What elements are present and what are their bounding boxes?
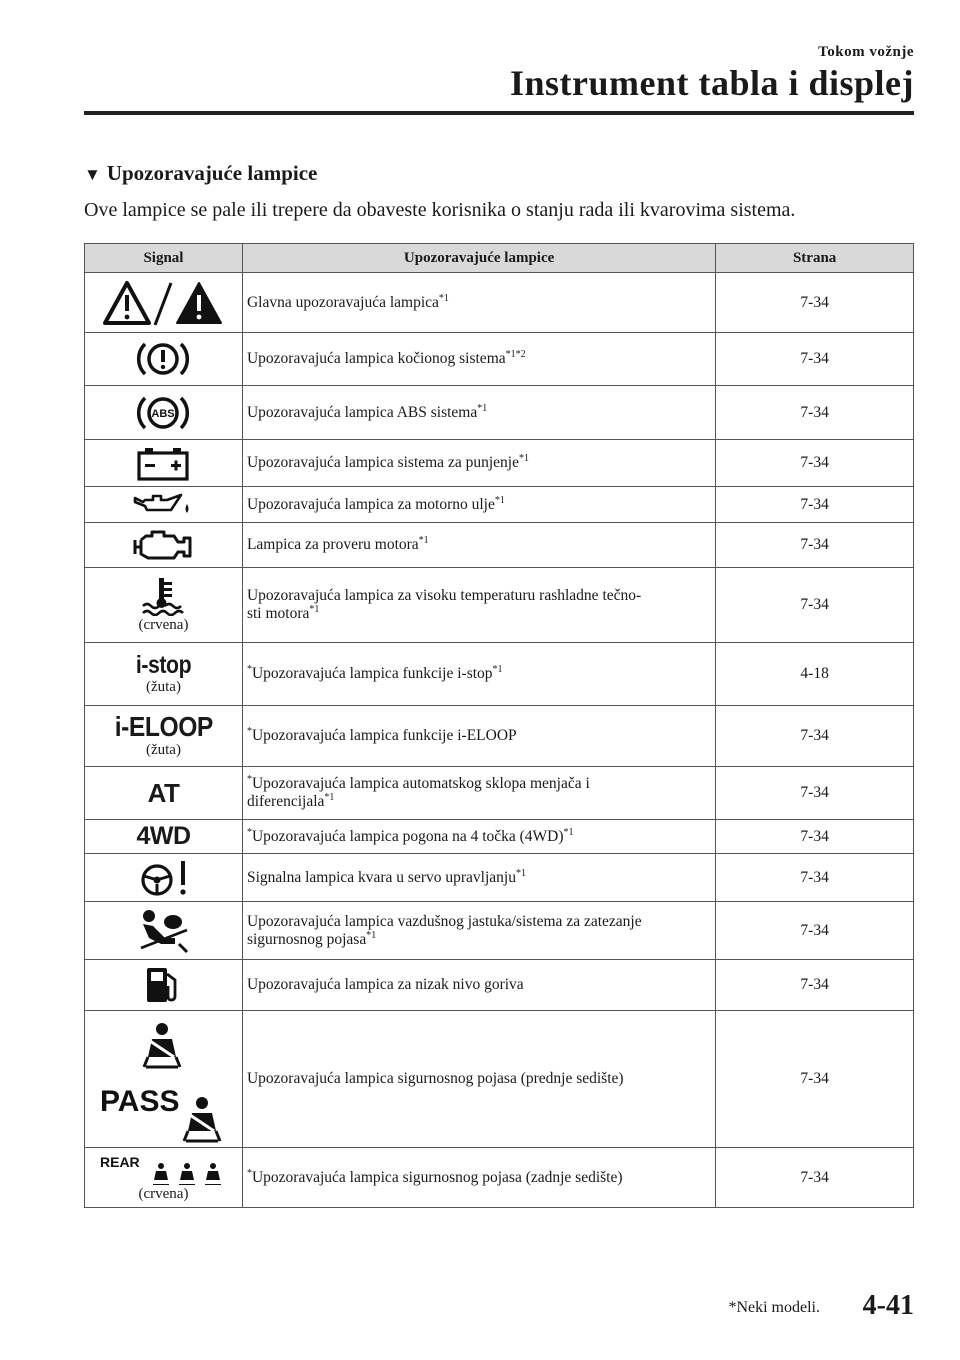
table-row (85, 386, 914, 440)
signal-cell (85, 820, 243, 854)
signal-cell (85, 1011, 243, 1148)
battery-icon (133, 445, 193, 481)
svg-text:PASS: PASS (100, 1085, 180, 1118)
page-cell: 7-34 (716, 706, 914, 767)
description-cell: Upozoravajuća lampica ABS sistema$^{*1}$ (242, 386, 715, 440)
column-header-page: Strana (716, 244, 914, 273)
warning-lights-table (84, 243, 914, 1208)
signal-cell (85, 440, 243, 487)
page-cell: 4-18 (716, 643, 914, 706)
description-cell: Upozoravajuća lampica za motorno ulje$^{*1}$ (242, 487, 715, 523)
steering-warning-icon (135, 858, 191, 898)
master-warning-icon (103, 279, 223, 327)
description-cell: *Upozoravajuća lampica funkcije i-stop$^{*1}$ (242, 643, 715, 706)
intro-text: Ove lampice se pale ili trepere da obaveste korisnika o stanju rada ili kvarovima sistema. (84, 199, 796, 221)
table-row (85, 273, 914, 333)
page-cell: 7-34 (716, 386, 914, 440)
at-icon: AT (147, 778, 180, 808)
signal-cell (85, 643, 243, 706)
signal-cell (85, 1148, 243, 1208)
oil-can-icon (131, 492, 195, 518)
column-header-signal: Signal (85, 244, 243, 273)
signal-cell (85, 960, 243, 1011)
description-cell: Upozoravajuća lampica kočionog sistema$^{*1*2}$ (242, 333, 715, 386)
seatbelt-rear-icon (98, 1153, 228, 1185)
description-cell: Signalna lampica kvara u servo upravljanju$^{*1}$ (242, 854, 715, 902)
header-divider (84, 111, 914, 115)
signal-cell (85, 767, 243, 820)
table-row (85, 487, 914, 523)
page-title: Instrument tabla i displej (509, 63, 914, 103)
page-cell: 7-34 (716, 333, 914, 386)
page-cell: 7-34 (716, 767, 914, 820)
table-header-row (85, 244, 914, 273)
description-cell: *Upozoravajuća lampica funkcije i-ELOOP (242, 706, 715, 767)
signal-cell (85, 902, 243, 960)
table-row (85, 767, 914, 820)
seatbelt-front-icon (98, 1015, 228, 1143)
description-cell: Glavna upozoravajuća lampica$^{*1}$ (242, 273, 715, 333)
description-cell: Upozoravajuća lampica sigurnosnog pojasa (prednje sedište) (242, 1011, 715, 1148)
section-heading (84, 161, 317, 186)
page-cell: 7-34 (716, 568, 914, 643)
page-cell: 7-34 (716, 1148, 914, 1208)
signal-cell (85, 568, 243, 643)
table-row (85, 706, 914, 767)
page-cell: 7-34 (716, 1011, 914, 1148)
i-eloop-icon: i-ELOOP (114, 711, 213, 742)
description-cell: Upozoravajuća lampica vazdušnog jastuka/sistema za zatezanje sigurnosnog pojasa$^{*1}$ (242, 902, 715, 960)
description-cell: Lampica za proveru motora$^{*1}$ (242, 523, 715, 568)
description-cell: *Upozoravajuća lampica pogona na 4 točka $(4WD)^{*1}$ (242, 820, 715, 854)
table-row (85, 568, 914, 643)
description-cell: Upozoravajuća lampica za nizak nivo goriva (242, 960, 715, 1011)
table-row (85, 902, 914, 960)
table-row (85, 440, 914, 487)
description-cell: *Upozoravajuća lampica sigurnosnog pojasa (zadnje sedište) (242, 1148, 715, 1208)
page-cell: 7-34 (716, 960, 914, 1011)
page-cell: 7-34 (716, 854, 914, 902)
color-note: (žuta) (145, 678, 181, 695)
table-row (85, 333, 914, 386)
table-row (85, 960, 914, 1011)
section-heading-text: Upozoravajuće lampice (106, 161, 318, 185)
table-row (85, 643, 914, 706)
description-cell: *Upozoravajuća lampica automatskog sklopa menjača i diferencijala$^{*1}$ (242, 767, 715, 820)
fuel-pump-icon (143, 964, 183, 1006)
signal-cell (85, 854, 243, 902)
table-row (85, 820, 914, 854)
signal-cell (85, 333, 243, 386)
page-cell: 7-34 (716, 440, 914, 487)
signal-cell (85, 706, 243, 767)
page-cell: 7-34 (716, 902, 914, 960)
footnote: *Neki modeli. (728, 1299, 820, 1316)
i-stop-icon: i-stop (135, 650, 192, 679)
airbag-icon (135, 908, 191, 954)
description-cell: Upozoravajuća lampica sistema za punjenje$^{*1}$ (242, 440, 715, 487)
column-header-lights: Upozoravajuće lampice (242, 244, 715, 273)
page-cell: 7-34 (716, 523, 914, 568)
signal-cell (85, 487, 243, 523)
page-cell: 7-34 (716, 273, 914, 333)
chapter-label: Tokom vožnje (818, 44, 914, 60)
brake-warning-icon (135, 338, 191, 380)
color-note: (žuta) (145, 742, 181, 758)
page-cell: 7-34 (716, 487, 914, 523)
check-engine-icon (132, 528, 194, 562)
table-row (85, 1148, 914, 1208)
page-cell: 7-34 (716, 820, 914, 854)
color-note: (crvena) (138, 617, 189, 633)
signal-cell (85, 523, 243, 568)
4wd-icon: 4WD (136, 822, 191, 850)
coolant-temperature-icon (139, 576, 187, 616)
page-number: 4-41 (862, 1290, 914, 1321)
table-row (85, 523, 914, 568)
signal-cell (85, 273, 243, 333)
svg-text:ABS: ABS (151, 407, 176, 420)
signal-cell (85, 386, 243, 440)
triangle-bullet-icon: ▼ (84, 165, 101, 184)
color-note: (crvena) (138, 1185, 189, 1202)
description-cell: Upozoravajuća lampica za visoku temperaturu rashladne tečno- sti motora$^{*1}$ (242, 568, 715, 643)
table-row (85, 1011, 914, 1148)
svg-text:REAR: REAR (100, 1153, 141, 1170)
table-row (85, 854, 914, 902)
abs-warning-icon (135, 392, 191, 434)
